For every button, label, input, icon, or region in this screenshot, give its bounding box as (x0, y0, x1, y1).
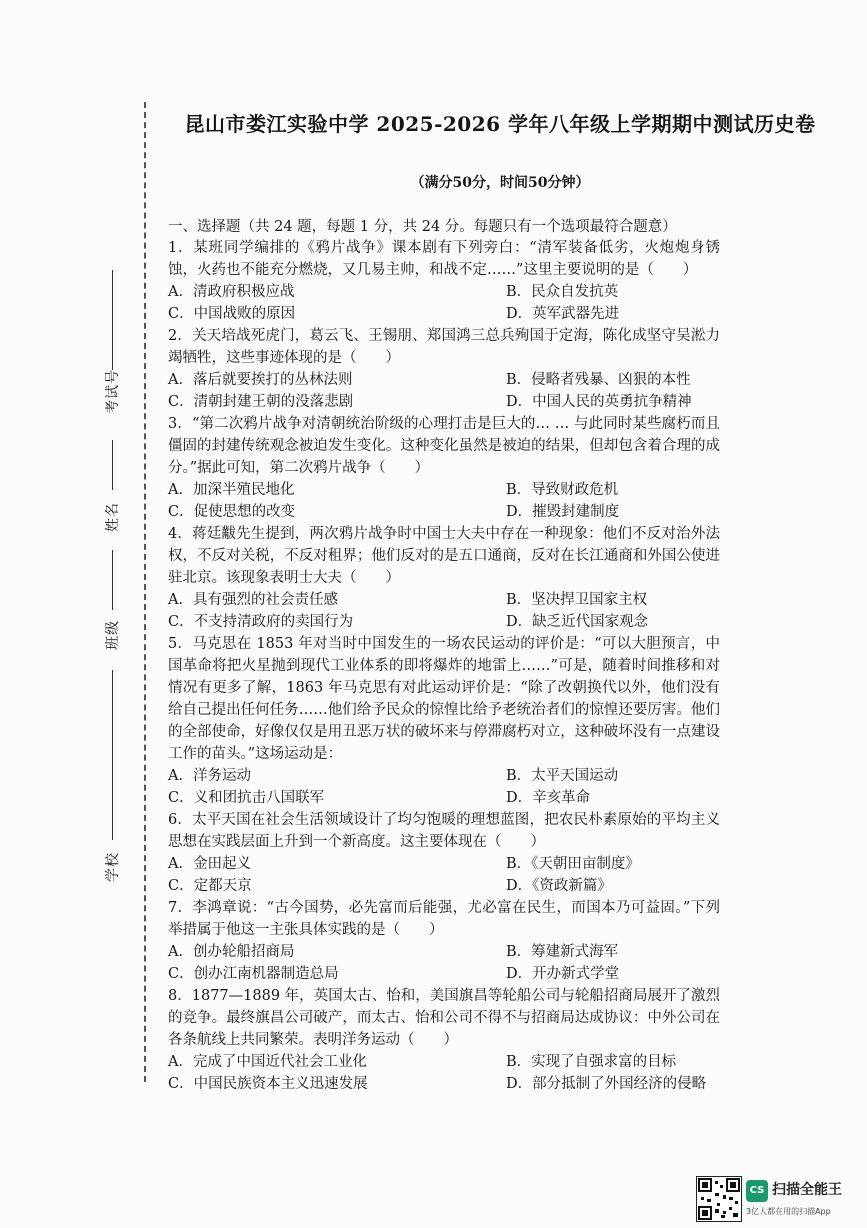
margin-underline (112, 670, 113, 840)
question-stem: 3．“第二次鸦片战争对清朝统治阶级的心理打击是巨大的… … 与此同时某些腐朽而且僵固的封建传统观念被迫发生变化。这种变化虽然是被迫的结果，但却包含着合理的成分。”据此可知，第二次鸦片战争（ ） (168, 416, 720, 476)
question-stem: 7．李鸿章说：“古今国势，必先富而后能强，尤必富在民生，而国本乃可益固。”下列举措属于他这一主张具体实践的是（ ） (168, 900, 720, 938)
question-stem: 1．某班同学编排的《鸦片战争》课本剧有下列旁白：“清军装备低劣，火炮炮身锈蚀，火药也不能充分燃烧，又几易主帅，和战不定……”这里主要说明的是（ ） (168, 240, 720, 278)
exam-subtitle: （满分50分，时间50分钟） (410, 175, 590, 191)
question-stem: 6．太平天国在社会生活领域设计了均匀饱暖的理想蓝图，把农民朴素原始的平均主义思想在实践层面上升到一个新高度。这主要体现在（ ） (168, 812, 720, 850)
option-a: A．加深半殖民地化 (168, 482, 295, 498)
option-c: C．义和团抗击八国联军 (168, 790, 325, 806)
question-options (168, 479, 720, 523)
question-6 (168, 809, 720, 897)
margin-label: 考试号 (105, 369, 121, 414)
question-options (168, 941, 720, 985)
question-stem: 5．马克思在 1853 年对当时中国发生的一场农民运动的评价是：“可以大胆预言，中国革命将把火星抛到现代工业体系的即将爆炸的地雷上……”可是，随着时间推移和对情况有更多了解，1863 年马克思有对此运动评价是：“除了改朝换代以外，他们没有给自己提出任何任务……他们给予民众的惊惶比给予老统治者们的惊惶还要厉害。他们的全部使命，好像仅仅是用丑恶万状的破坏来与停滞腐朽对立，这种破坏没有一点建设工作的苗头。”这场运动是： (168, 636, 720, 762)
option-a: A．洋务运动 (168, 768, 251, 784)
margin-label: 班级 (105, 620, 121, 650)
option-d: D．缺乏近代国家观念 (506, 614, 649, 630)
question-stem: 8．1877—1889 年，英国太古、怡和，美国旗昌等轮船公司与轮船招商局展开了激烈的竞争。最终旗昌公司破产，而太古、怡和公司不得不与招商局达成协议：中外公司在各条航线上共同繁荣。表明洋务运动（ ） (168, 988, 720, 1048)
scanner-watermark (696, 1176, 856, 1224)
question-options (168, 765, 720, 809)
option-b: B．民众自发抗英 (506, 284, 619, 300)
question-options (168, 369, 720, 413)
option-c: C．不支持清政府的卖国行为 (168, 614, 354, 630)
option-a: A．完成了中国近代社会工业化 (168, 1054, 367, 1070)
option-c: C．清朝封建王朝的没落悲剧 (168, 394, 354, 410)
option-a: A．落后就要挨打的丛林法则 (168, 372, 353, 388)
margin-underline (112, 270, 113, 370)
question-5 (168, 633, 720, 809)
question-3 (168, 413, 720, 523)
option-d: D．中国人民的英勇抗争精神 (506, 394, 692, 410)
option-b: B．坚决捍卫国家主权 (506, 592, 648, 608)
qr-code-icon (696, 1176, 742, 1222)
option-d: D．开办新式学堂 (506, 966, 620, 982)
option-b: B．侵略者残暴、凶狠的本性 (506, 372, 691, 388)
option-c: C．中国民族资本主义迅速发展 (168, 1076, 368, 1092)
option-c: C．创办江南机器制造总局 (168, 966, 339, 982)
question-options (168, 281, 720, 325)
margin-field-exam-number (98, 270, 132, 440)
option-b: B．筹建新式海军 (506, 944, 619, 960)
option-c: C．中国战败的原因 (168, 306, 296, 322)
option-a: A．金田起义 (168, 856, 251, 872)
margin-field-name (98, 440, 132, 550)
margin-field-school (98, 670, 132, 890)
option-b: B．《天朝田亩制度》 (506, 856, 640, 872)
question-options (168, 1051, 720, 1095)
question-options (168, 853, 720, 897)
option-a: A．具有强烈的社会责任感 (168, 592, 338, 608)
question-2 (168, 325, 720, 413)
section-heading: 一、选择题（共 24 题，每题 1 分，共 24 分。每题只有一个选项最符合题意） (168, 219, 677, 235)
camscanner-logo-icon: CS (746, 1180, 768, 1202)
question-1 (168, 237, 720, 325)
option-b: B．实现了自强求富的目标 (506, 1054, 677, 1070)
question-8 (168, 985, 720, 1095)
question-4 (168, 523, 720, 633)
option-d: D．英军武器先进 (506, 306, 620, 322)
option-c: C．定都天京 (168, 878, 252, 894)
option-d: D．辛亥革命 (506, 790, 591, 806)
margin-label: 姓名 (105, 502, 121, 532)
question-stem: 2．关天培战死虎门，葛云飞、王锡朋、郑国鸿三总兵殉国于定海，陈化成坚守吴淞力竭牺牲，这些事迹体现的是（ ） (168, 328, 720, 366)
option-b: B．太平天国运动 (506, 768, 619, 784)
question-options (168, 589, 720, 633)
margin-label: 学校 (105, 852, 121, 882)
option-b: B．导致财政危机 (506, 482, 619, 498)
option-d: D．《资政新篇》 (506, 878, 612, 894)
question-stem: 4．蒋廷黻先生提到，两次鸦片战争时中国士大夫中存在一种现象：他们不反对治外法权，不反对关税，不反对租界；他们反对的是五口通商，反对在长江通商和外国公使进驻北京。该现象表明士大夫（ ） (168, 526, 720, 586)
question-7 (168, 897, 720, 985)
watermark-slogan: 3亿人都在用的扫描App (746, 1207, 831, 1216)
exam-title: 昆山市娄江实验中学 2025-2026 学年八年级上学期期中测试历史卷 (184, 112, 816, 136)
option-a: A．清政府积极应战 (168, 284, 295, 300)
option-d: D．摧毁封建制度 (506, 504, 620, 520)
margin-underline (112, 440, 113, 490)
option-c: C．促使思想的改变 (168, 504, 296, 520)
margin-field-class (98, 550, 132, 670)
margin-underline (112, 550, 113, 610)
watermark-brand: 扫描全能王 (772, 1182, 842, 1198)
question-list (168, 237, 720, 1095)
option-d: D．部分抵制了外国经济的侵略 (506, 1076, 707, 1092)
binding-dashed-line (144, 102, 146, 1082)
option-a: A．创办轮船招商局 (168, 944, 295, 960)
